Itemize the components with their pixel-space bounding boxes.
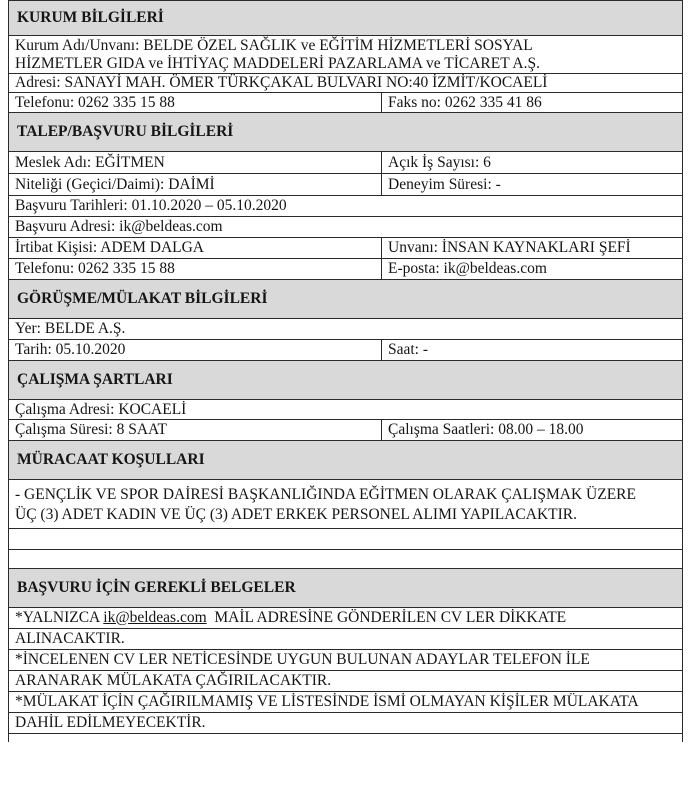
belgeler-line1-post: MAİL ADRESİNE GÖNDERİLEN CV LER DİKKATE: [206, 609, 567, 626]
belgeler-line: [9, 608, 682, 629]
calisma-adresi: Çalışma Adresi: KOCAELİ: [15, 400, 187, 418]
belgeler-list: [9, 608, 682, 734]
muracaat-line1: - GENÇLİK VE SPOR DAİRESİ BAŞKANLIĞINDA EĞİTMEN OLARAK ÇALIŞMAK ÜZERE: [15, 486, 636, 503]
belgeler-line: *MÜLAKAT İÇİN ÇAĞIRILMAMIŞ VE LİSTESİNDE İSMİ OLMAYAN KİŞİLER MÜLAKATA: [9, 692, 682, 713]
gorusme-row: [9, 340, 682, 361]
belgeler-line: ARANARAK MÜLAKATA ÇAĞIRILACAKTIR.: [9, 671, 682, 692]
acik-is-sayisi: Açık İş Sayısı: 6: [388, 153, 491, 171]
kurum-iletisim-row: [9, 93, 682, 113]
bottom-spacer: [9, 734, 682, 742]
section-header-talep: [9, 113, 682, 152]
calisma-saatleri: Çalışma Saatleri: 08.00 – 18.00: [388, 421, 584, 438]
gorusme-tarih: Tarih: 05.10.2020: [9, 340, 382, 360]
section-title: BAŞVURU İÇİN GEREKLİ BELGELER: [17, 579, 296, 596]
section-header-gorusme: [9, 280, 682, 319]
basvuru-adresi: Başvuru Adresi: ik@beldeas.com: [15, 218, 223, 235]
meslek-adi: Meslek Adı: EĞİTMEN: [9, 152, 382, 173]
talep-row: [9, 238, 682, 259]
belgeler-line: *İNCELENEN CV LER NETİCESİNDE UYGUN BULUNAN ADAYLAR TELEFON İLE: [9, 650, 682, 671]
talep-row: [9, 152, 682, 174]
section-header-kurum: [9, 1, 682, 36]
calisma-row: [9, 420, 682, 441]
talep-row: [9, 174, 682, 196]
muracaat-row: [9, 480, 682, 529]
irtibat-kisisi: İrtibat Kişisi: ADEM DALGA: [9, 238, 382, 258]
empty-row: [9, 529, 682, 550]
section-title: GÖRÜŞME/MÜLAKAT BİLGİLERİ: [17, 290, 268, 307]
calisma-row: [9, 400, 682, 420]
talep-row: [9, 196, 682, 217]
talep-eposta: E-posta: ik@beldeas.com: [388, 260, 547, 277]
kurum-adi-line1: Kurum Adı/Unvanı: BELDE ÖZEL SAĞLIK ve EĞİTİM HİZMETLERİ SOSYAL: [15, 37, 533, 54]
section-title: MÜRACAAT KOŞULLARI: [17, 451, 205, 468]
talep-row: [9, 217, 682, 238]
kurum-faks: Faks no: 0262 335 41 86: [388, 93, 542, 111]
gorusme-yer: Yer: BELDE A.Ş.: [15, 320, 126, 337]
kurum-adi-row: [9, 36, 682, 74]
talep-telefon: Telefonu: 0262 335 15 88: [9, 259, 382, 279]
belgeler-line: ALINACAKTIR.: [9, 629, 682, 650]
section-title: ÇALIŞMA ŞARTLARI: [17, 371, 173, 388]
kurum-adres-row: [9, 74, 682, 93]
basvuru-tarihleri: Başvuru Tarihleri: 01.10.2020 – 05.10.2020: [15, 197, 287, 214]
section-header-calisma: [9, 361, 682, 400]
muracaat-line2: ÜÇ (3) ADET KADIN VE ÜÇ (3) ADET ERKEK PERSONEL ALIMI YAPILACAKTIR.: [15, 506, 578, 523]
job-posting-form: [8, 0, 683, 742]
section-title: TALEP/BAŞVURU BİLGİLERİ: [17, 123, 234, 140]
talep-row: [9, 259, 682, 280]
calisma-suresi: Çalışma Süresi: 8 SAAT: [9, 420, 382, 440]
gorusme-saat: Saat: -: [388, 341, 429, 358]
deneyim-suresi: Deneyim Süresi: -: [388, 175, 501, 193]
niteligi: Niteliği (Geçici/Daimi): DAİMİ: [9, 174, 382, 195]
kurum-telefon: Telefonu: 0262 335 15 88: [9, 93, 382, 112]
kurum-adi-line2: HİZMETLER GIDA ve İHTİYAÇ MADDELERİ PAZARLAMA ve TİCARET A.Ş.: [15, 55, 540, 72]
empty-row: [9, 550, 682, 569]
belgeler-line: DAHİL EDİLMEYECEKTİR.: [15, 714, 206, 731]
belgeler-line1-pre: *YALNIZCA: [15, 609, 104, 626]
kurum-adres: Adresi: SANAYİ MAH. ÖMER TÜRKÇAKAL BULVARI NO:40 İZMİT/KOCAELİ: [15, 74, 548, 91]
unvani: Unvanı: İNSAN KAYNAKLARI ŞEFİ: [388, 239, 631, 256]
email-link[interactable]: ik@beldeas.com: [103, 609, 207, 626]
section-header-belgeler: [9, 569, 682, 608]
section-header-muracaat: [9, 441, 682, 480]
gorusme-row: [9, 319, 682, 340]
section-title: KURUM BİLGİLERİ: [17, 9, 164, 26]
